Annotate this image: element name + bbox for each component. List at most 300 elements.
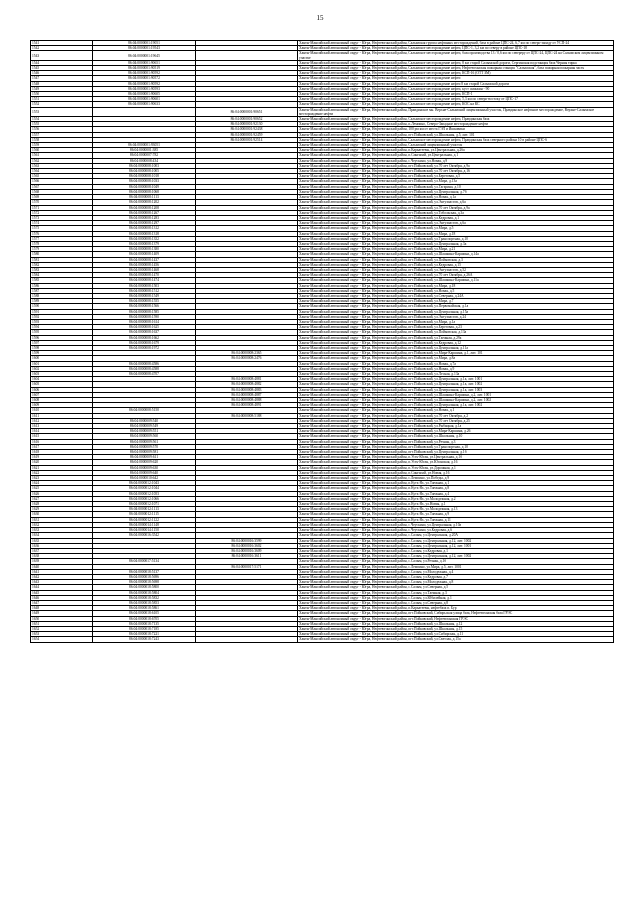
cadastral-number-1: 86:04:0000009:551 [93, 429, 196, 434]
address-cell: Ханты-Мансийский автономный округ - Югра, Нефтеюганский район, пгт.Пойковский, ул.Береговая, д.5 [298, 174, 614, 179]
cadastral-number-1: 86:04:0000012:1071 [93, 502, 196, 507]
cadastral-number-1: 86:04:0000001:90592 [93, 81, 196, 86]
row-number: 1544 [31, 60, 93, 65]
address-cell: Ханты-Мансийский автономный округ - Югра, Нефтеюганский район, Салымское месторождение нефти, 5,3 км по северо-востоку от ЦПС-17 [298, 97, 614, 102]
cadastral-number-1: 86:04:0000018:5800 [93, 585, 196, 590]
address-cell: Ханты-Мансийский автономный округ - Югра, Нефтеюганский район, пгт.Пойковский, ул.Мира, д.18 [298, 231, 614, 236]
row-number: 1560 [31, 148, 93, 153]
cadastral-number-1: 86:04:0000001:90592 [93, 71, 196, 76]
cadastral-number-2: 86:04:0000016:3609 [196, 548, 298, 553]
address-cell: Ханты-Мансийский автономный округ - Югра, Нефтеюганский район, пгт.Пойковский, ул.Центральная, д.1а, лит. 1001 [298, 377, 614, 382]
cadastral-number-1: 86:04:0000008:1068 [93, 189, 196, 194]
row-number: 1629 [31, 507, 93, 512]
cadastral-number-1: 86:04:0000008:1585 [93, 309, 196, 314]
address-cell: Ханты-Мансийский автономный округ - Югра, Нефтеюганский район, Салымское месторождение нефти 8 км старой Салымской дороги [298, 81, 614, 86]
cadastral-number-1: 86:04:0000018:6105 [93, 611, 196, 616]
address-cell: Ханты-Мансийский автономный округ - Югра, Нефтеюганский район, п.Куть-Ях, ул.Таежная, д.9 [298, 512, 614, 517]
address-cell: Ханты-Мансийский автономный округ - Югра, Нефтеюганский район, пгт.Пойковский, ул.70 лет Октября, д.9а [298, 163, 614, 168]
cadastral-number-1: 86:04:0000001:90605 [93, 92, 196, 97]
address-cell: Ханты-Мансийский автономный округ - Югра, Нефтеюганский район, пгт.Пойковский, ул.Шашкина-Каршина, д.14а [298, 252, 614, 257]
row-number: 1621 [31, 465, 93, 470]
address-cell: Ханты-Мансийский автономный округ - Югра, Нефтеюганский район, пгт.Пойковский, ул.Светлая, д.15а [298, 637, 614, 642]
row-number: 1636 [31, 543, 93, 548]
row-number: 1595 [31, 330, 93, 335]
address-cell: Ханты-Мансийский автономный округ - Югра, Нефтеюганский район, п.Сингапай, ул.Центральная, д.1 [298, 153, 614, 158]
address-cell: Ханты-Мансийский автономный округ - Югра, Нефтеюганский район, с.Салым, ул.Кедровая, д.1 [298, 548, 614, 553]
address-cell: Ханты-Мансийский автономный округ - Югра, Нефтеюганский район, пгт.Пойковский, ул.Транспортная, д.10 [298, 236, 614, 241]
row-number: 1573 [31, 215, 93, 220]
row-number: 1578 [31, 241, 93, 246]
address-cell: Ханты-Мансийский автономный округ - Югра, Нефтеюганский район, пгт.Пойковский, ул.Центральная, д.7б [298, 189, 614, 194]
row-number: 1648 [31, 606, 93, 611]
cadastral-number-1: 86:04:0000012:1115 [93, 512, 196, 517]
row-number: 1593 [31, 319, 93, 324]
cadastral-number-1: 86:04:0000014:1148 [93, 522, 196, 527]
cadastral-number-2: 86:04:0000008:4883 [196, 387, 298, 392]
row-number: 1572 [31, 210, 93, 215]
row-number: 1557 [31, 132, 93, 137]
address-cell: Ханты-Мансийский автономный округ - Югра, Нефтеюганский район, пгт.Пойковский, Сибирьская улица база, Нефтеюганская база ГРЭС [298, 611, 614, 616]
cadastral-number-1: 86:04:0000008:1267 [93, 210, 196, 215]
cadastral-number-2: 86:04:0000008:4882 [196, 382, 298, 387]
row-number: 1606 [31, 387, 93, 392]
cadastral-number-1: 86:04:0000012:1122 [93, 517, 196, 522]
row-number: 1647 [31, 600, 93, 605]
cadastral-number-2: 86:04:0000008:2365 [196, 351, 298, 356]
row-number: 1585 [31, 278, 93, 283]
row-number: 1548 [31, 81, 93, 86]
cadastral-number-1: 86:04:0000008:1662 [93, 335, 196, 340]
row-number: 1642 [31, 574, 93, 579]
cadastral-number-1: 86:04:0000008:1318 [93, 231, 196, 236]
row-number: 1579 [31, 247, 93, 252]
cadastral-number-1: 86:04:0000001:90593 [93, 86, 196, 91]
row-number: 1547 [31, 76, 93, 81]
row-number: 1649 [31, 611, 93, 616]
row-number: 1613 [31, 424, 93, 429]
table-row [31, 107, 614, 116]
row-number: 1555 [31, 122, 93, 127]
row-number: 1558 [31, 137, 93, 142]
address-cell: Ханты-Мансийский автономный округ - Югра, Нефтеюганский район, Салымское месторождение нефти, КСП-16 (ОТТ ЗМ) [298, 71, 614, 76]
row-number: 1626 [31, 491, 93, 496]
address-cell: Ханты-Мансийский автономный округ - Югра, Нефтеюганский район, пгт.Пойковский, ул.Энтузиастов, д.6а [298, 200, 614, 205]
row-number: 1610 [31, 408, 93, 413]
row-number: 1609 [31, 403, 93, 408]
cadastral-number-1: 86:04:0000008:1033 [93, 179, 196, 184]
cadastral-number-1: 86:04:0000018:6705 [93, 616, 196, 621]
row-number: 1549 [31, 86, 93, 91]
address-cell: Ханты-Мансийский автономный округ - Югра, Нефтеюганский район, пгт.Пойковский, ул.Школьная, д.12 [298, 621, 614, 626]
address-cell: Ханты-Мансийский автономный округ - Югра, Нефтеюганский район, пгт.Пойковский, ул.Центральная, д.15а [298, 309, 614, 314]
row-number: 1605 [31, 382, 93, 387]
row-number: 1569 [31, 195, 93, 200]
row-number: 1587 [31, 288, 93, 293]
address-cell: Ханты-Мансийский автономный округ - Югра, Нефтеюганский район, пгт.Пойковский, ул.Кедровая, д.15 [298, 262, 614, 267]
address-cell: Ханты-Мансийский автономный округ - Югра, Нефтеюганский район, с.Чеускино, ул.Кедровая, д.6 [298, 528, 614, 533]
row-number: 1625 [31, 486, 93, 491]
cadastral-number-1: 86:04:0000009:561 [93, 439, 196, 444]
cadastral-number-2: 86:04:0000001:92130 [196, 122, 298, 127]
cadastral-number-2 [196, 51, 298, 60]
address-cell: Ханты-Мансийский автономный округ - Югра, Нефтеюганский район, пгт.Пойковский, ул.Энтузиастов, д.52 [298, 267, 614, 272]
cadastral-number-1: 86:04:0000009:560 [93, 434, 196, 439]
row-number: 1551 [31, 97, 93, 102]
cadastral-number-1: 86:04:0000018:7185 [93, 626, 196, 631]
cadastral-number-1: 86:04:0000009:581 [93, 450, 196, 455]
row-number: 1632 [31, 522, 93, 527]
address-cell: Ханты-Мансийский автономный округ - Югра, Нефтеюганский район, Правдинское мн. Верхне-Салымский лицензионный участок, Правдинское нефтяное месторождение, Верхне-Салымское месторождение нефти [298, 107, 614, 116]
address-cell: Ханты-Мансийский автономный округ - Югра, Нефтеюганский район, с.Салым, ул.Северная, д.5 [298, 585, 614, 590]
cadastral-number-1: 86:04:0000008:4586 [93, 361, 196, 366]
address-cell: Ханты-Мансийский автономный округ - Югра, Нефтеюганский район, пгт.Пойковский, ул.Энтузиастов, д.6а [298, 221, 614, 226]
row-number: 1556 [31, 127, 93, 132]
cadastral-number-1: 86:04:0000001:90633 [93, 102, 196, 107]
address-cell: Ханты-Мансийский автономный округ - Югра, Нефтеюганский район, Салымская группа нефтяных месторождений, база в районе ЦПС-24, 6,7 км по северо-западу от УСП-24 [298, 41, 614, 46]
address-cell: Ханты-Мансийский автономный округ - Югра, Нефтеюганский район, п.Куть-Ях, ул.Таежная, д.8 [298, 486, 614, 491]
address-cell: Ханты-Мансийский автономный округ - Югра, Нефтеюганский район, п.Куть-Ях, ул.Молодежная, д.13 [298, 507, 614, 512]
row-number: 1645 [31, 590, 93, 595]
address-cell: Ханты-Мансийский автономный округ - Югра, Нефтеюганский район, Салымское месторождение нефти, КСП-1 [298, 92, 614, 97]
cadastral-number-1: 86:04:0000008:1352 [93, 236, 196, 241]
row-number: 1561 [31, 153, 93, 158]
address-cell: Ханты-Мансийский автономный округ - Югра, Нефтеюганский район, пгт.Пойковский, ул.Школьная, д.10 [298, 434, 614, 439]
row-number: 1583 [31, 267, 93, 272]
address-cell: Ханты-Мансийский автономный округ - Югра, Нефтеюганский район, пгт.Пойковский, ул.Новая, д.9 [298, 366, 614, 371]
cadastral-number-1: 86:04:0000008:1380 [93, 247, 196, 252]
address-cell: Ханты-Мансийский автономный округ - Югра, Нефтеюганский район, Салымское месторождение нефти, куст скважин - 90 [298, 86, 614, 91]
cadastral-number-1 [93, 107, 196, 116]
cadastral-number-1: 86:04:0000008:1637 [93, 330, 196, 335]
row-number: 1618 [31, 450, 93, 455]
row-number: 1639 [31, 559, 93, 564]
row-number: 1641 [31, 569, 93, 574]
row-number: 1559 [31, 143, 93, 148]
cadastral-number-1: 86:04:0000008:1474 [93, 278, 196, 283]
row-number: 1630 [31, 512, 93, 517]
row-number: 1562 [31, 158, 93, 163]
row-number: 1568 [31, 189, 93, 194]
cadastral-number-2: 86:04:0000001:90651 [196, 107, 298, 116]
row-number: 1567 [31, 184, 93, 189]
row-number: 1638 [31, 554, 93, 559]
row-number: 1601 [31, 361, 93, 366]
address-cell: Ханты-Мансийский автономный округ - Югра, Нефтеюганский район, с.Лемпино, ул.Победы, д.9 [298, 476, 614, 481]
cadastral-number-1: 86:04:0000001:90572 [93, 76, 196, 81]
cadastral-number-1: 86:04:0000001:19051 [93, 41, 196, 46]
address-cell: Ханты-Мансийский автономный округ - Югра, Нефтеюганский район, п.Куть-Ях, ул.Таежная, д.4 [298, 491, 614, 496]
address-cell: Ханты-Мансийский автономный округ - Югра, Нефтеюганский район, пгт.Пойковский, ул.Пойковская, д.13а [298, 330, 614, 335]
row-number: 1550 [31, 92, 93, 97]
cadastral-number-1: 86:04:0000016:3542 [93, 533, 196, 538]
cadastral-number-1: 86:04:0000008:1512 [93, 288, 196, 293]
row-number: 1619 [31, 455, 93, 460]
cadastral-number-1: 86:04:0000018:7243 [93, 637, 196, 642]
cadastral-number-2: 86:04:0000008:4891 [196, 403, 298, 408]
row-number: 1570 [31, 200, 93, 205]
address-cell: Ханты-Мансийский автономный округ - Югра, Нефтеюганский район, пгт.Пойковский, ул.Энтузиастов, д.24 [298, 314, 614, 319]
cadastral-number-1: 86:04:0000018:5698 [93, 580, 196, 585]
row-number: 1640 [31, 564, 93, 569]
row-number: 1590 [31, 304, 93, 309]
cadastral-number-2: 86:04:0000008:2476 [196, 356, 298, 361]
cadastral-number-1: 86:04:0000008:1208 [93, 205, 196, 210]
cadastral-number-1: 86:04:0000008:1614 [93, 319, 196, 324]
cadastral-number-1: 86:04:0000008:1409 [93, 252, 196, 257]
row-number: 1591 [31, 309, 93, 314]
address-cell: Ханты-Мансийский автономный округ - Югра, Нефтеюганский район, пгт.Пойковский, ул.Первомайская, д.1а [298, 304, 614, 309]
address-cell: Ханты-Мансийский автономный округ - Югра, Нефтеюганский район, п.Куть-Ях, ул.Молодежная, д.2 [298, 496, 614, 501]
row-number: 1589 [31, 299, 93, 304]
address-cell: Ханты-Мансийский автономный округ - Югра, Нефтеюганский район, Салымское месторождение нефти, КОС на КС [298, 102, 614, 107]
address-cell: Ханты-Мансийский автономный округ - Югра, Нефтеюганский район, Салымское месторождение нефти, база производства 13 / 0,6 км по севереру от ЦПС-24, ЦПС-24 на Салымском лицензионном участке [298, 51, 614, 60]
address-cell: Ханты-Мансийский автономный округ - Югра, Нефтеюганский район, пгт.Пойковский, ул.Мира, д.13а [298, 179, 614, 184]
address-cell: Ханты-Мансийский автономный округ - Югра, Нефтеюганский район, пгт.Пойковский, ул.Мира, д.7 [298, 299, 614, 304]
address-cell: Ханты-Мансийский автономный округ - Югра, Нефтеюганский район, пгт.Пойковский, ул.Новая, д.1 [298, 408, 614, 413]
address-cell: Ханты-Мансийский автономный округ - Югра, Нефтеюганский район, пгт.Пойковский, ул.Мира-Каршина, д.1, лит. 101 [298, 351, 614, 356]
address-cell: Ханты-Мансийский автономный округ - Югра, Нефтеюганский район, пгт.Пойковский, ул.Лесная, д.13а [298, 372, 614, 377]
address-cell: Ханты-Мансийский автономный округ - Югра, Нефтеюганский район, с.Салым, ул.Северная, д.8 [298, 600, 614, 605]
address-cell: Ханты-Мансийский автономный округ - Югра, Нефтеюганский район, с.Салым, ул.Центральная, д.12, лит. 1001 [298, 543, 614, 548]
row-number: 1584 [31, 273, 93, 278]
address-cell: Ханты-Мансийский автономный округ - Югра, Нефтеюганский район, Салымское месторождение нефти [298, 76, 614, 81]
row-number: 1600 [31, 356, 93, 361]
cadastral-number-1: 86:04:0000008:1679 [93, 340, 196, 345]
address-cell: Ханты-Мансийский автономный округ - Югра, Нефтеюганский район, пгт.Пойковский, Нефтеюганская ГРЭС [298, 616, 614, 621]
cadastral-number-2: 86:04:0000016:3602 [196, 543, 298, 548]
address-cell: Ханты-Мансийский автономный округ - Югра, Нефтеюганский район, пгт.Пойковский, ул.Центральная, д.1б [298, 450, 614, 455]
row-number: 1631 [31, 517, 93, 522]
cadastral-number-1: 86:04:0000001:93051 [93, 143, 196, 148]
cadastral-number-2: 86:04:0000001:90652 [196, 117, 298, 122]
address-cell: Ханты-Мансийский автономный округ - Югра, Нефтеюганский район, с.Салым, ул.Молодежная, д.8 [298, 580, 614, 585]
row-number: 1646 [31, 595, 93, 600]
address-cell: Ханты-Мансийский автономный округ - Югра, Нефтеюганский район, пгт.Пойковский, ул.Кедровая, д.1 [298, 215, 614, 220]
cadastral-number-1: 86:04:0000009:640 [93, 470, 196, 475]
address-cell: Ханты-Мансийский автономный округ - Югра, Нефтеюганский район, пгт.Пойковский, ул.Рыбацкая, д.1а [298, 424, 614, 429]
address-cell: Ханты-Мансийский автономный округ - Югра, Нефтеюганский район, с.Салым, ул.Таежная, д.3 [298, 590, 614, 595]
row-number: 1627 [31, 496, 93, 501]
row-number: 1622 [31, 470, 93, 475]
row-number: 1542 [31, 46, 93, 51]
cadastral-number-1: 86:04:0000009:630 [93, 465, 196, 470]
address-cell: Ханты-Мансийский автономный округ - Югра, Нефтеюганский район, п.Усть-Юган, ул.Центральная, д.1б [298, 455, 614, 460]
address-cell: Ханты-Мансийский автономный округ - Югра, Нефтеюганский район, п.Куть-Ях, ул.Новая, д.1 [298, 502, 614, 507]
cadastral-number-1: 86:04:0000009:540 [93, 418, 196, 423]
table-row [31, 51, 614, 60]
address-cell: Ханты-Мансийский автономный округ - Югра, Нефтеюганский район, пгт.Пойковский, ул.Центральная, д.1а, лит. 1002 [298, 403, 614, 408]
address-cell: Ханты-Мансийский автономный округ - Югра, Нефтеюганский район, пгт.Пойковский, ул.Северная, д.24А [298, 293, 614, 298]
address-cell: Ханты-Мансийский автономный округ - Югра, Нефтеюганский район, п.Каркатеевы, ул.Центральная, д.26а [298, 148, 614, 153]
address-cell: Ханты-Мансийский автономный округ - Югра, Нефтеюганский район, пгт.Пойковский, ул.Новая, д.1а [298, 195, 614, 200]
cadastral-number-1: 86:04:0000010:642 [93, 476, 196, 481]
row-number: 1594 [31, 325, 93, 330]
row-number: 1565 [31, 174, 93, 179]
row-number: 1596 [31, 335, 93, 340]
address-cell: Ханты-Мансийский автономный округ - Югра, Нефтеюганский район, 100 рм км от места ГЭЛ и Ишковики [298, 127, 614, 132]
cadastral-number-1: 86:04:0000001:90601 [93, 97, 196, 102]
row-number: 1620 [31, 460, 93, 465]
row-number: 1653 [31, 632, 93, 637]
address-cell: Ханты-Мансийский автономный округ - Югра, Нефтеюганский район, пгт.Пойковский, ул.70 лет Октября, д.25 [298, 418, 614, 423]
cadastral-number-1: 86:04:0000009:620 [93, 460, 196, 465]
cadastral-number-2: 86:04:0000008:4881 [196, 377, 298, 382]
cadastral-number-1: 86:04:0000009:611 [93, 455, 196, 460]
cadastral-number-1: 86:04:0000017:5134 [93, 559, 196, 564]
address-cell: Ханты-Мансийский автономный округ - Югра, Нефтеюганский район, с.Салым, ул.Кедровая, д.7 [298, 574, 614, 579]
cadastral-number-1: 86:04:0000008:1283 [93, 215, 196, 220]
cadastral-number-1: 86:04:0000018:7135 [93, 621, 196, 626]
cadastral-number-1: 86:04:0000009:549 [93, 424, 196, 429]
row-number: 1616 [31, 439, 93, 444]
address-cell: Ханты-Мансийский автономный округ - Югра, Нефтеюганский район, пгт.Пойковский, ул.Центральная, д.1а, лит. 1002 [298, 382, 614, 387]
cadastral-number-1: 86:04:0000008:1379 [93, 241, 196, 246]
row-number: 1576 [31, 231, 93, 236]
cadastral-number-1: 86:04:0000012:1043 [93, 481, 196, 486]
row-number: 1603 [31, 372, 93, 377]
cadastral-number-1: 86:04:0000008:5150 [93, 408, 196, 413]
cadastral-number-1: 86:04:0000008:1297 [93, 221, 196, 226]
address-cell: Ханты-Мансийский автономный округ - Югра, Нефтеюганский район, с.Салым, ул.Юбилейная, д.1 [298, 595, 614, 600]
cadastral-number-1: 86:04:0000018:5832 [93, 595, 196, 600]
address-cell: Ханты-Мансийский автономный округ - Югра, Нефтеюганский район, пгт.Пойковский, ул.Шашкина-Каршина, д.2, лит. 1001 [298, 392, 614, 397]
row-number: 1651 [31, 621, 93, 626]
table-body [31, 41, 614, 643]
document-table [30, 40, 614, 643]
cadastral-number-1: 86:04:0000008:1468 [93, 267, 196, 272]
row-number: 1644 [31, 585, 93, 590]
row-number: 1541 [31, 41, 93, 46]
cadastral-number-2: 86:04:0000016:3599 [196, 538, 298, 543]
cadastral-number-1: 86:04:0000008:4588 [93, 366, 196, 371]
address-cell: Ханты-Мансийский автономный округ - Югра, Нефтеюганский район, пгт.Пойковский, ул.Мира, д.5 [298, 226, 614, 231]
address-cell: Ханты-Мансийский автономный округ - Югра, Нефтеюганский район, пгт.Пойковский, ул.Мира, д.8а [298, 356, 614, 361]
address-cell: Ханты-Мансийский автономный округ - Югра, Нефтеюганский район, с.Салым, ул.Речная, д.1б [298, 559, 614, 564]
cadastral-number-1: 86:04:0000018:5861 [93, 606, 196, 611]
cadastral-number-1: 86:04:0000008:1003 [93, 163, 196, 168]
cadastral-number-1: 86:04:0000001:90651 [93, 60, 196, 65]
address-cell: Ханты-Мансийский автономный округ - Югра, Нефтеюганский район, с.Салым, ул.Центральная, д.20А [298, 533, 614, 538]
address-cell: Ханты-Мансийский автономный округ - Югра, Нефтеюганский район, п.Лемпино, Северо-Западное месторождение нефти [298, 122, 614, 127]
cadastral-number-1: 86:04:0000001:19645 [93, 51, 196, 60]
address-cell: Ханты-Мансийский автономный округ - Югра, Нефтеюганский район, п.Усть-Юган, ул.Дорожная, д.1 [298, 465, 614, 470]
address-cell: Ханты-Мансийский автономный округ - Югра, Нефтеюганский район, пгт.Пойковский, ул.Мира, д.1а [298, 319, 614, 324]
row-number: 1553 [31, 107, 93, 116]
row-number: 1598 [31, 345, 93, 350]
row-number: 1599 [31, 351, 93, 356]
row-number: 1623 [31, 476, 93, 481]
address-cell: Ханты-Мансийский автономный округ - Югра, Нефтеюганский район, с.Чеускино, ул.Центральная, д.10а [298, 522, 614, 527]
cadastral-number-2: 86:04:0000017:5171 [196, 564, 298, 569]
address-cell: Ханты-Мансийский автономный округ - Югра, Нефтеюганский район, пгт.Пойковский, ул.Кедровая, д.12 [298, 340, 614, 345]
address-cell: Ханты-Мансийский автономный округ - Югра, Нефтеюганский район, Салымское месторождение нефти, ЦПС-1, 3,2 км по северу в районе ЦПС-18 [298, 46, 614, 51]
cadastral-number-2 [196, 637, 298, 642]
cadastral-number-1: 86:04:0000001:19543 [93, 46, 196, 51]
address-cell: Ханты-Мансийский автономный округ - Югра, Нефтеюганский район, п.Куть-Ях, ул.Таежная, д.1 [298, 481, 614, 486]
cadastral-number-1: 86:04:0000012:1066 [93, 496, 196, 501]
cadastral-number-2: 86:04:0000008:5188 [196, 413, 298, 418]
cadastral-number-1: 86:04:0000008:1113 [93, 195, 196, 200]
address-cell: Ханты-Мансийский автономный округ - Югра, Нефтеюганский район, пгт.Пойковский, ул.70 лет Октября, д.26А [298, 273, 614, 278]
cadastral-number-1: 86:04:0000008:1456 [93, 262, 196, 267]
cadastral-number-1: 86:04:0000008:1437 [93, 257, 196, 262]
row-number: 1575 [31, 226, 93, 231]
cadastral-number-1: 86:04:0000008:1555 [93, 299, 196, 304]
address-cell: Ханты-Мансийский автономный округ - Югра, Нефтеюганский район, пгт.Пойковский, ул.Центральная, д.11а [298, 345, 614, 350]
cadastral-number-1: 86:04:0000008:1972 [93, 345, 196, 350]
row-number: 1592 [31, 314, 93, 319]
cadastral-number-2: 86:04:0000016:3611 [196, 554, 298, 559]
row-number: 1633 [31, 528, 93, 533]
address-cell: Ханты-Мансийский автономный округ - Югра, Нефтеюганский район, Салымское месторождение нефти, Нефтеюганская пожарная станция "Салымская", база пожарная пожарная часть [298, 66, 614, 71]
row-number: 1602 [31, 366, 93, 371]
row-number: 1614 [31, 429, 93, 434]
cadastral-number-1: 86:04:0000012:1113 [93, 507, 196, 512]
row-number: 1545 [31, 66, 93, 71]
row-number: 1604 [31, 377, 93, 382]
row-number: 1563 [31, 163, 93, 168]
address-cell: Ханты-Мансийский автономный округ - Югра, Нефтеюганский район, пгт.Пойковский, ул.70 лет Октября, д.9а [298, 205, 614, 210]
row-number: 1588 [31, 293, 93, 298]
address-cell: Ханты-Мансийский автономный округ - Югра, Нефтеюганский район, пгт.Пойковский, ул.Тобольская, д.3а [298, 210, 614, 215]
cadastral-number-1: 86:04:0000018:5853 [93, 600, 196, 605]
cadastral-number-1: 86:04:0000008:1005 [93, 169, 196, 174]
row-number: 1581 [31, 257, 93, 262]
cadastral-number-1: 86:04:0000014:1150 [93, 528, 196, 533]
address-cell: Ханты-Мансийский автономный округ - Югра, Нефтеюганский район, пгт.Пойковский, ул.Новая, д.7а [298, 361, 614, 366]
cadastral-number-1: 86:04:0000008:1202 [93, 200, 196, 205]
row-number: 1564 [31, 169, 93, 174]
row-number: 1607 [31, 392, 93, 397]
cadastral-number-1: 86:04:0000008:1590 [93, 314, 196, 319]
address-cell: Ханты-Мансийский автономный округ - Югра, Нефтеюганский район, пгт.Пойковский, ул.Пойковская, д.3 [298, 257, 614, 262]
address-cell: Ханты-Мансийский автономный округ - Югра, Нефтеюганский район, пгт.Пойковский, ул.Шашкина-Каршина, д.2, лит. 1002 [298, 398, 614, 403]
address-cell: Ханты-Мансийский автономный округ - Югра, Нефтеюганский район, пгт.Пойковский, ул.Сибирская, д.11 [298, 632, 614, 637]
address-cell: Ханты-Мансийский автономный округ - Югра, Нефтеюганский район, пгт.Пойковский, ул.Гагарина, д.10 [298, 184, 614, 189]
address-cell: Ханты-Мансийский автономный округ - Югра, Нефтеюганский район, Салымское месторождение нефти, Правдинская база северного района 10 в районе ЦПС-6 [298, 137, 614, 142]
address-cell: Ханты-Мансийский автономный округ - Югра, Нефтеюганский район, пгт.Пойковский, ул.Таежная, д.29а [298, 335, 614, 340]
address-cell: Ханты-Мансийский автономный округ - Югра, Нефтеюганский район, п.Усть-Юган, ул.Юганская, д.16 [298, 460, 614, 465]
cadastral-number-1: 86:04:0000012:1044 [93, 486, 196, 491]
address-cell: Ханты-Мансийский автономный округ - Югра, Нефтеюганский район, пгт.Пойковский, ул.Мира, д.21 [298, 247, 614, 252]
row-number: 1650 [31, 616, 93, 621]
cadastral-number-1: 86:04:0000008:1049 [93, 184, 196, 189]
cadastral-number-1: 86:04:0000008:1018 [93, 174, 196, 179]
address-cell: Ханты-Мансийский автономный округ - Югра, Нефтеюганский район, пгт.Пойковский, ул.Транспортная, д.10 [298, 444, 614, 449]
address-cell: Ханты-Мансийский автономный округ - Югра, Нефтеюганский район, с.Салым, ул.Центральная, д.12, лит. 1002 [298, 554, 614, 559]
address-cell: Ханты-Мансийский автономный округ - Югра, Нефтеюганский район, пгт.Пойковский, ул.Мира, д.18 [298, 283, 614, 288]
row-number: 1571 [31, 205, 93, 210]
row-number: 1628 [31, 502, 93, 507]
row-number: 1608 [31, 398, 93, 403]
row-number: 1654 [31, 637, 93, 642]
cadastral-number-1: 86:04:0000008:1312 [93, 226, 196, 231]
row-number: 1566 [31, 179, 93, 184]
cadastral-number-1: 86:04:0000008:4707 [93, 372, 196, 377]
address-cell: Ханты-Мансийский автономный округ - Югра, Нефтеюганский район, Салымское месторождение нефти, Правдинская база [298, 117, 614, 122]
document-table-wrap [30, 40, 613, 643]
row-number: 1617 [31, 444, 93, 449]
address-cell: Ханты-Мансийский автономный округ - Югра, Нефтеюганский район, с.Салым, ул.Центральная, д.12, лит. 1002 [298, 538, 614, 543]
cadastral-number-1: 86:04:0000001:385 [93, 148, 196, 153]
row-number: 1652 [31, 626, 93, 631]
address-cell: Ханты-Мансийский автономный округ - Югра, Нефтеюганский район, пгт.Пойковский, ул.70 лет Октября, д.2 [298, 413, 614, 418]
address-cell: Ханты-Мансийский автономный округ - Югра, Нефтеюганский район, пгт.Пойковский, ул.Мира-Каршина, д.26 [298, 429, 614, 434]
cadastral-number-1: 86:04:0000001:90519 [93, 66, 196, 71]
row-number: 1597 [31, 340, 93, 345]
cadastral-number-2: 86:04:0000008:4887 [196, 392, 298, 397]
cadastral-number-1: 86:04:0000008:1549 [93, 293, 196, 298]
